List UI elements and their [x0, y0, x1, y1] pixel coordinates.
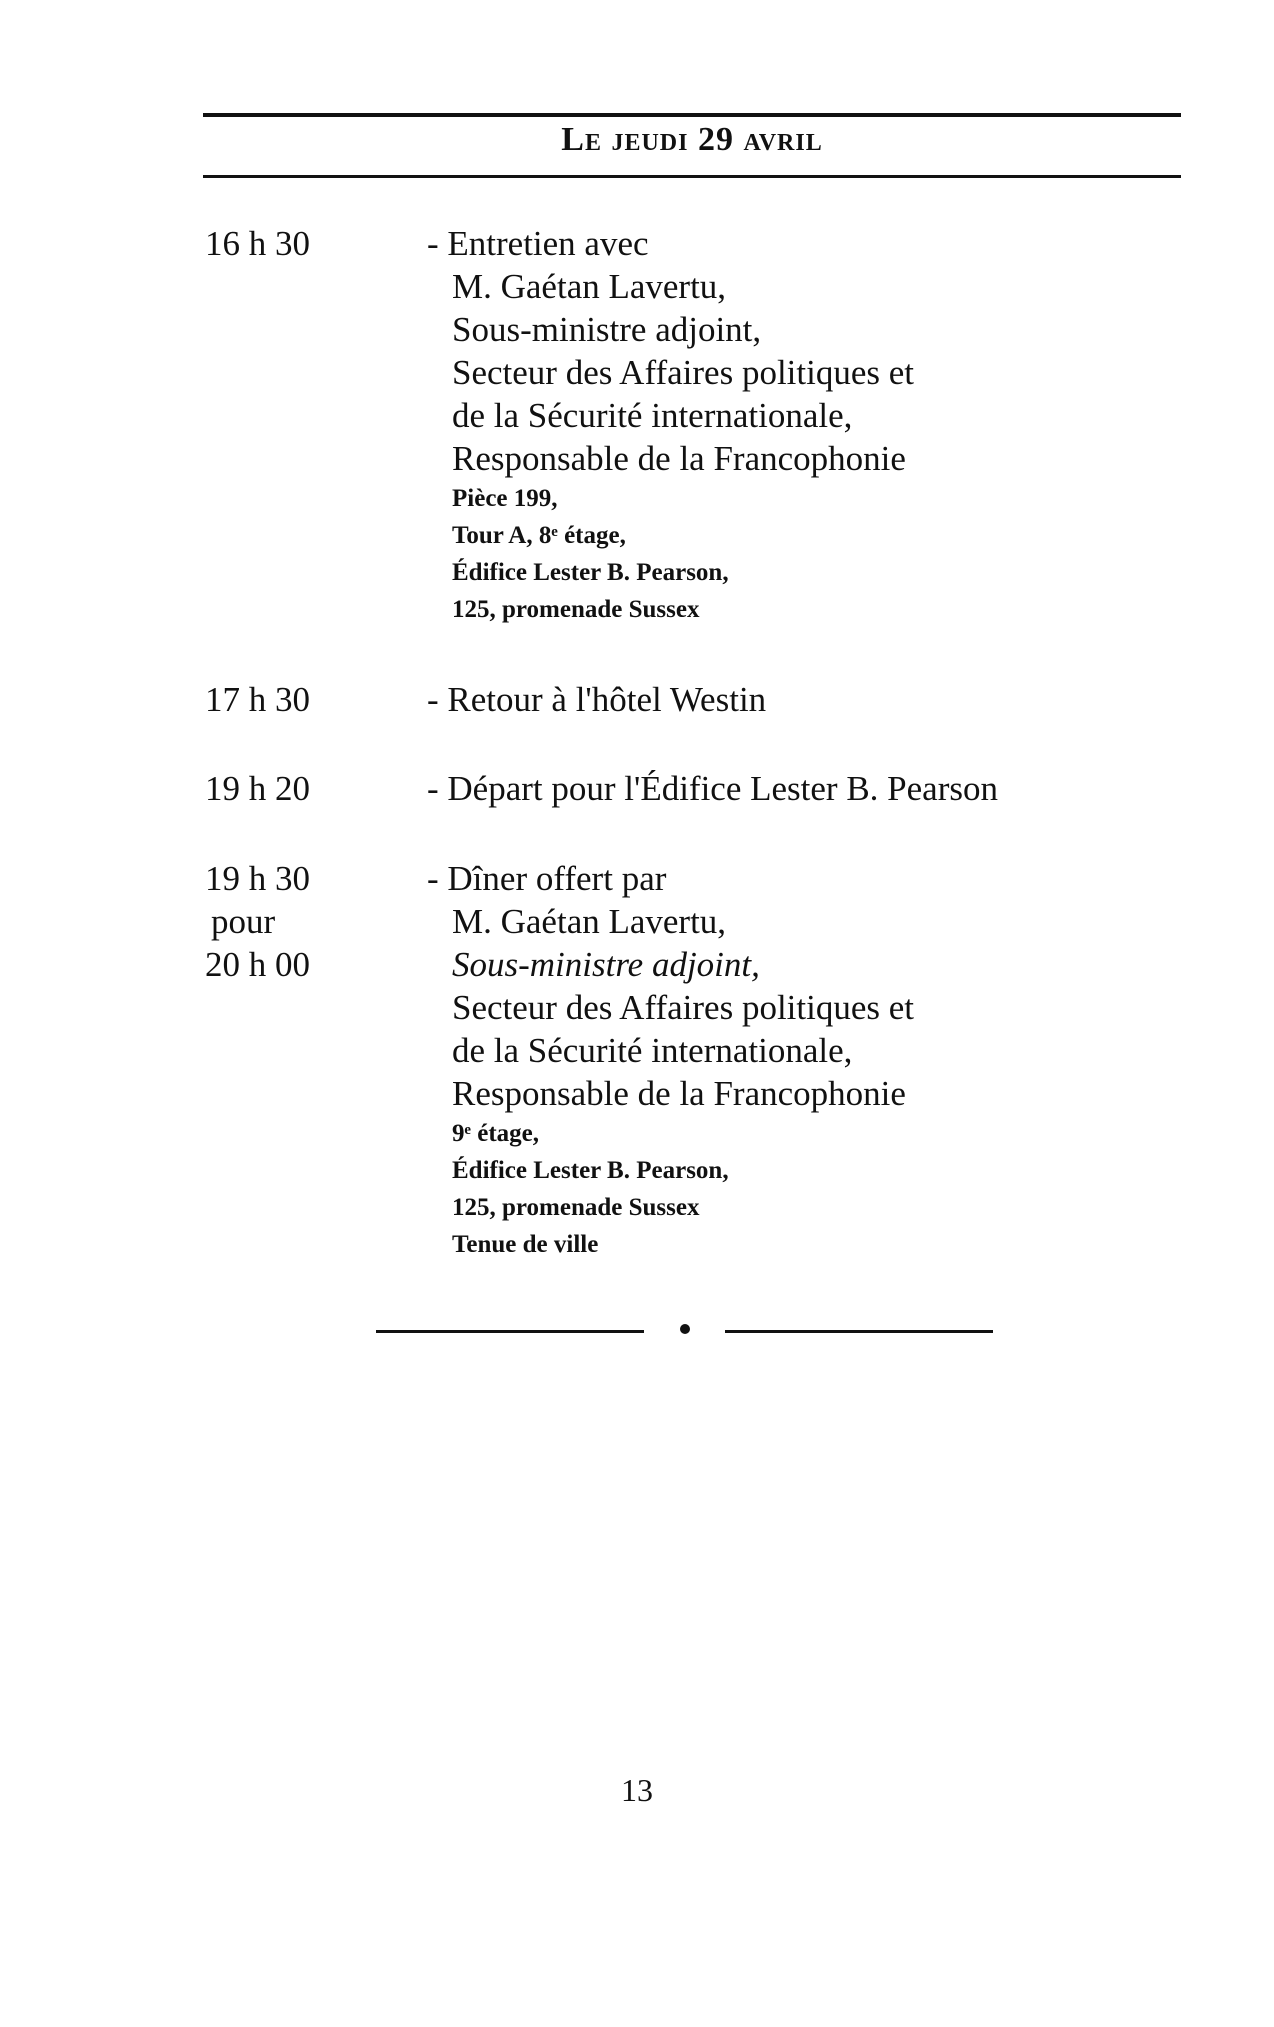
- entry-host-name: M. Gaétan Lavertu,: [452, 267, 727, 306]
- entry-description: [427, 222, 1187, 628]
- entry-host-name: M. Gaétan Lavertu,: [452, 902, 727, 941]
- entry-dress-code: Tenue de ville: [452, 1231, 599, 1258]
- header-top-rule: [203, 113, 1181, 117]
- end-divider-right: [725, 1330, 993, 1333]
- page-header: [203, 121, 1181, 159]
- entry-host-title: Sous-ministre adjoint,: [452, 945, 760, 984]
- entry-location-line: Édifice Lester B. Pearson,: [452, 559, 729, 586]
- entry-location-line: 125, promenade Sussex: [452, 596, 700, 623]
- entry-host-sector-cont: de la Sécurité internationale,: [452, 1031, 853, 1070]
- time-line: 16 h 30: [205, 224, 310, 263]
- entry-title: - Retour à l'hôtel Westin: [427, 680, 767, 719]
- end-divider-ornament: [680, 1324, 690, 1334]
- entry-time: [205, 857, 405, 986]
- entry-location-line: Tour A, 8ᵉ étage,: [452, 522, 626, 549]
- entry-host-sector: Secteur des Affaires politiques et: [452, 353, 915, 392]
- header-day: 29: [697, 121, 734, 158]
- entry-time: [205, 222, 405, 265]
- entry-host-sector: Secteur des Affaires politiques et: [452, 988, 915, 1027]
- entry-host-role: Responsable de la Francophonie: [452, 1074, 906, 1113]
- time-line: 20 h 00: [205, 945, 310, 984]
- entry-description: [427, 678, 1187, 721]
- entry-title: - Dîner offert par: [427, 859, 667, 898]
- entry-location-line: 125, promenade Sussex: [452, 1194, 700, 1221]
- entry-host-title: Sous-ministre adjoint,: [452, 310, 762, 349]
- entry-location-line: Édifice Lester B. Pearson,: [452, 1157, 729, 1184]
- page-number: 13: [621, 1772, 653, 1808]
- time-line: 17 h 30: [205, 680, 310, 719]
- entry-location-line: 9ᵉ étage,: [452, 1120, 539, 1147]
- entry-time: [205, 678, 405, 721]
- entry-host-role: Responsable de la Francophonie: [452, 439, 906, 478]
- entry-description: [427, 857, 1187, 1263]
- entry-location-line: Pièce 199,: [452, 485, 558, 512]
- entry-time: [205, 767, 405, 810]
- header-month: avril: [743, 121, 823, 158]
- entry-description: [427, 767, 1187, 810]
- time-line: pour: [211, 902, 276, 941]
- entry-host-sector-cont: de la Sécurité internationale,: [452, 396, 853, 435]
- header-bottom-rule: [203, 175, 1181, 178]
- time-line: 19 h 30: [205, 859, 310, 898]
- entry-title: - Entretien avec: [427, 224, 649, 263]
- header-prefix: Le jeudi: [561, 121, 689, 158]
- entry-title: - Départ pour l'Édifice Lester B. Pearson: [427, 769, 998, 808]
- end-divider-left: [376, 1330, 644, 1333]
- time-line: 19 h 20: [205, 769, 310, 808]
